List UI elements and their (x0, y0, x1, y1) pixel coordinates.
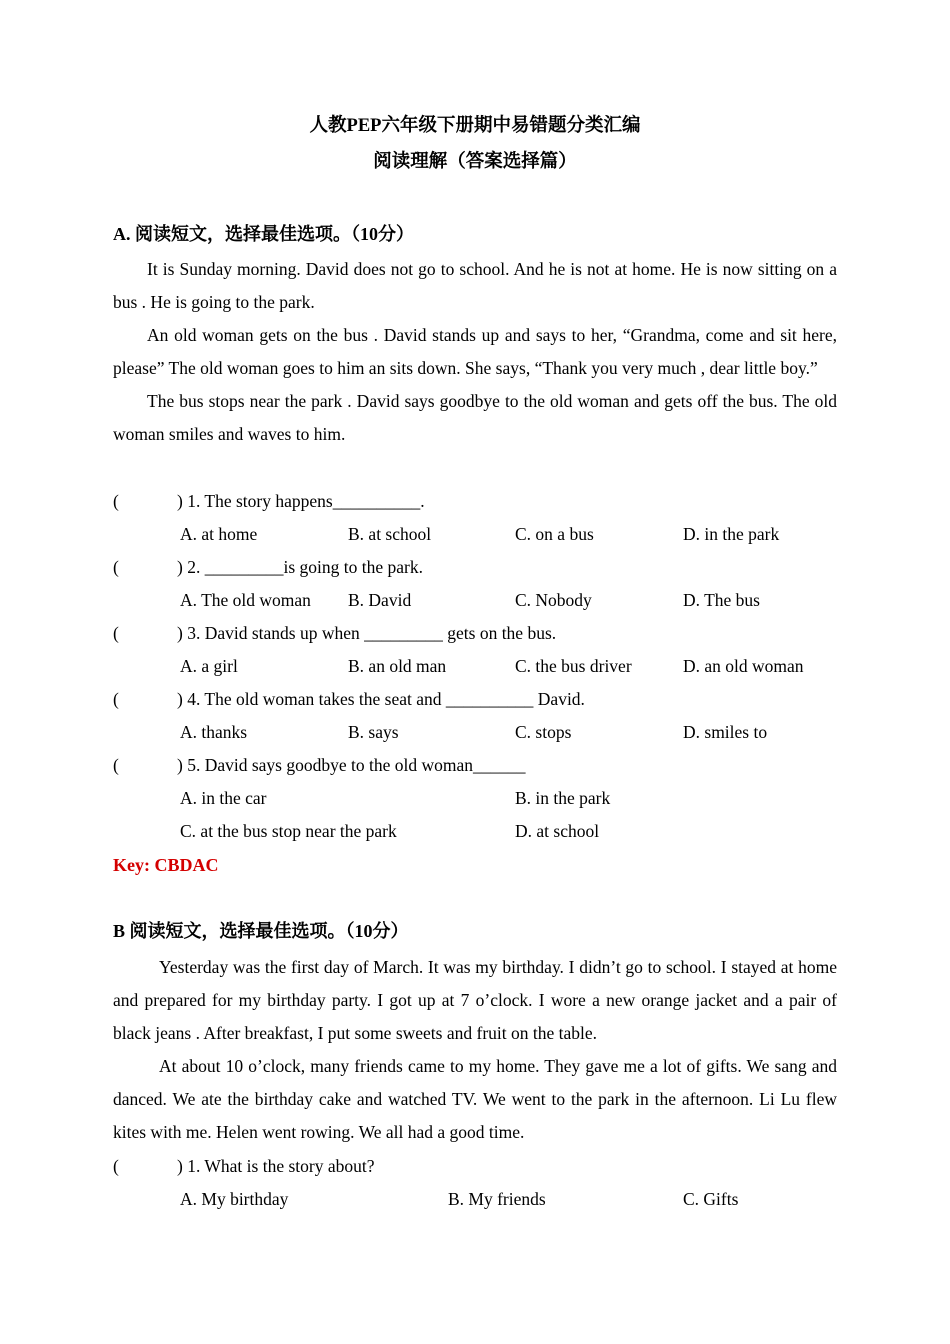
question-stem: ) 3. David stands up when _________ gets on the bus. (177, 623, 557, 643)
passage-paragraph: An old woman gets on the bus . David stands up and says to her, “Grandma, come and sit here, please” The old woman goes to him an sits down. She says, “Thank you very much , dear little boy.” (113, 325, 837, 378)
option-d: D. at school (515, 821, 600, 841)
answer-paren: ( (113, 1156, 119, 1176)
option-d: D. in the park (683, 524, 780, 544)
option-b: B. at school (348, 524, 432, 544)
option-d: D. The bus (683, 590, 760, 610)
option-a: A. at home (180, 524, 258, 544)
answer-paren: ( (113, 689, 119, 709)
answer-paren: ( (113, 491, 119, 511)
option-c: C. stops (515, 722, 572, 742)
option-b: B. David (348, 590, 412, 610)
passage-paragraph: It is Sunday morning. David does not go to school. And he is not at home. He is now sitting on a bus . He is going to the park. (113, 259, 837, 312)
question-stem: ) 5. David says goodbye to the old woman______ (177, 755, 526, 775)
passage-paragraph: Yesterday was the first day of March. It was my birthday. I didn’t go to school. I stayed at home and prepared for my birthday party. I got up at 7 o’clock. I wore a new orange jacket and a pair of black jeans . After breakfast, I put some sweets and fruit on the table. (113, 957, 837, 1043)
option-a: A. a girl (180, 656, 238, 676)
option-d: D. an old woman (683, 656, 804, 676)
option-b: B. My friends (448, 1189, 546, 1209)
question-stem: ) 1. What is the story about? (177, 1156, 375, 1176)
option-c: C. Nobody (515, 590, 592, 610)
option-b: B. an old man (348, 656, 447, 676)
answer-paren: ( (113, 557, 119, 577)
option-c: C. at the bus stop near the park (180, 821, 397, 841)
document-title: 人教PEP六年级下册期中易错题分类汇编 (309, 116, 641, 136)
section-a-heading: A. 阅读短文，选择最佳选项。（10分） (113, 224, 414, 244)
answer-key: Key: CBDAC (113, 855, 219, 875)
option-b: B. in the park (515, 788, 611, 808)
option-c: C. Gifts (683, 1189, 739, 1209)
question-stem: ) 1. The story happens__________. (177, 491, 425, 511)
section-b-passage (113, 951, 837, 1149)
option-a: A. thanks (180, 722, 248, 742)
section-a-passage (113, 253, 837, 451)
option-c: C. the bus driver (515, 656, 632, 676)
passage-paragraph: The bus stops near the park . David says goodbye to the old woman and gets off the bus. The old woman smiles and waves to him. (113, 391, 837, 444)
document-subtitle: 阅读理解（答案选择篇） (373, 152, 577, 172)
answer-paren: ( (113, 755, 119, 775)
option-d: D. smiles to (683, 722, 768, 742)
option-a: A. My birthday (180, 1189, 289, 1209)
section-b-heading: B 阅读短文，选择最佳选项。（10分） (113, 921, 409, 941)
option-c: C. on a bus (515, 524, 594, 544)
answer-paren: ( (113, 623, 119, 643)
question-stem: ) 2. _________is going to the park. (177, 557, 423, 577)
option-a: A. The old woman (180, 590, 311, 610)
passage-paragraph: At about 10 o’clock, many friends came to my home. They gave me a lot of gifts. We sang and danced. We ate the birthday cake and watched TV. We went to the park in the afternoon. Li Lu flew kites with me. Helen went rowing. We all had a good time. (113, 1056, 837, 1142)
question-stem: ) 4. The old woman takes the seat and __________ David. (177, 689, 585, 709)
option-a: A. in the car (180, 788, 267, 808)
option-b: B. says (348, 722, 399, 742)
